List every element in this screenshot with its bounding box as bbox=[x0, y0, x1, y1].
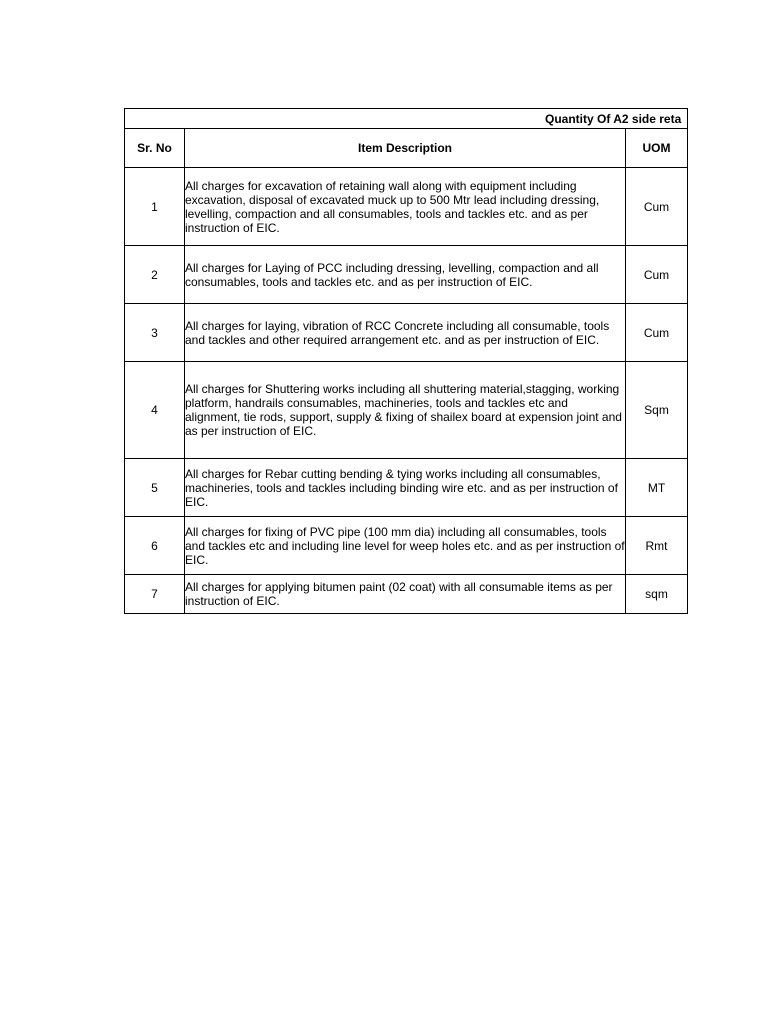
boq-table bbox=[124, 108, 688, 614]
table-row bbox=[125, 304, 688, 362]
table-title: Quantity Of A2 side reta bbox=[545, 111, 682, 126]
row-uom: Cum bbox=[626, 304, 688, 362]
row-uom: Cum bbox=[626, 246, 688, 304]
row-sr-no: 7 bbox=[125, 575, 185, 614]
row-uom: MT bbox=[626, 459, 688, 517]
table-header-row bbox=[125, 129, 688, 168]
header-item-description: Item Description bbox=[185, 129, 626, 168]
row-uom: sqm bbox=[626, 575, 688, 614]
row-description: All charges for Rebar cutting bending & tying works including all consumables, machineries, tools and tackles including binding wire etc. and as per instruction of EIC. bbox=[185, 459, 626, 517]
table-row bbox=[125, 168, 688, 246]
row-uom: Cum bbox=[626, 168, 688, 246]
row-description: All charges for applying bitumen paint (02 coat) with all consumable items as per instruction of EIC. bbox=[185, 575, 626, 614]
table-title-row bbox=[125, 109, 688, 129]
row-sr-no: 3 bbox=[125, 304, 185, 362]
row-sr-no: 4 bbox=[125, 362, 185, 459]
row-description: All charges for laying, vibration of RCC Concrete including all consumable, tools and tackles and other required arrangement etc. and as per instruction of EIC. bbox=[185, 304, 626, 362]
table-title-cell bbox=[125, 109, 688, 129]
header-uom: UOM bbox=[626, 129, 688, 168]
row-description: All charges for Shuttering works including all shuttering material,stagging, working platform, handrails consumables, machineries, tools and tackles etc and alignment, tie rods, support, supply & fixing of shailex board at expension joint and as per instruction of EIC. bbox=[185, 362, 626, 459]
row-sr-no: 1 bbox=[125, 168, 185, 246]
row-sr-no: 2 bbox=[125, 246, 185, 304]
row-description: All charges for excavation of retaining wall along with equipment including excavation, disposal of excavated muck up to 500 Mtr lead including dressing, levelling, compaction and all consumables, tools and tackles etc. and as per instruction of EIC. bbox=[185, 168, 626, 246]
header-sr-no: Sr. No bbox=[125, 129, 185, 168]
table-row bbox=[125, 246, 688, 304]
row-description: All charges for Laying of PCC including dressing, levelling, compaction and all consumables, tools and tackles etc. and as per instruction of EIC. bbox=[185, 246, 626, 304]
table-row bbox=[125, 575, 688, 614]
row-uom: Rmt bbox=[626, 517, 688, 575]
table-row bbox=[125, 362, 688, 459]
table-row bbox=[125, 517, 688, 575]
boq-sheet bbox=[124, 108, 687, 614]
table-row bbox=[125, 459, 688, 517]
row-sr-no: 5 bbox=[125, 459, 185, 517]
row-sr-no: 6 bbox=[125, 517, 185, 575]
row-description: All charges for fixing of PVC pipe (100 mm dia) including all consumables, tools and tackles etc and including line level for weep holes etc. and as per instruction of EIC. bbox=[185, 517, 626, 575]
row-uom: Sqm bbox=[626, 362, 688, 459]
